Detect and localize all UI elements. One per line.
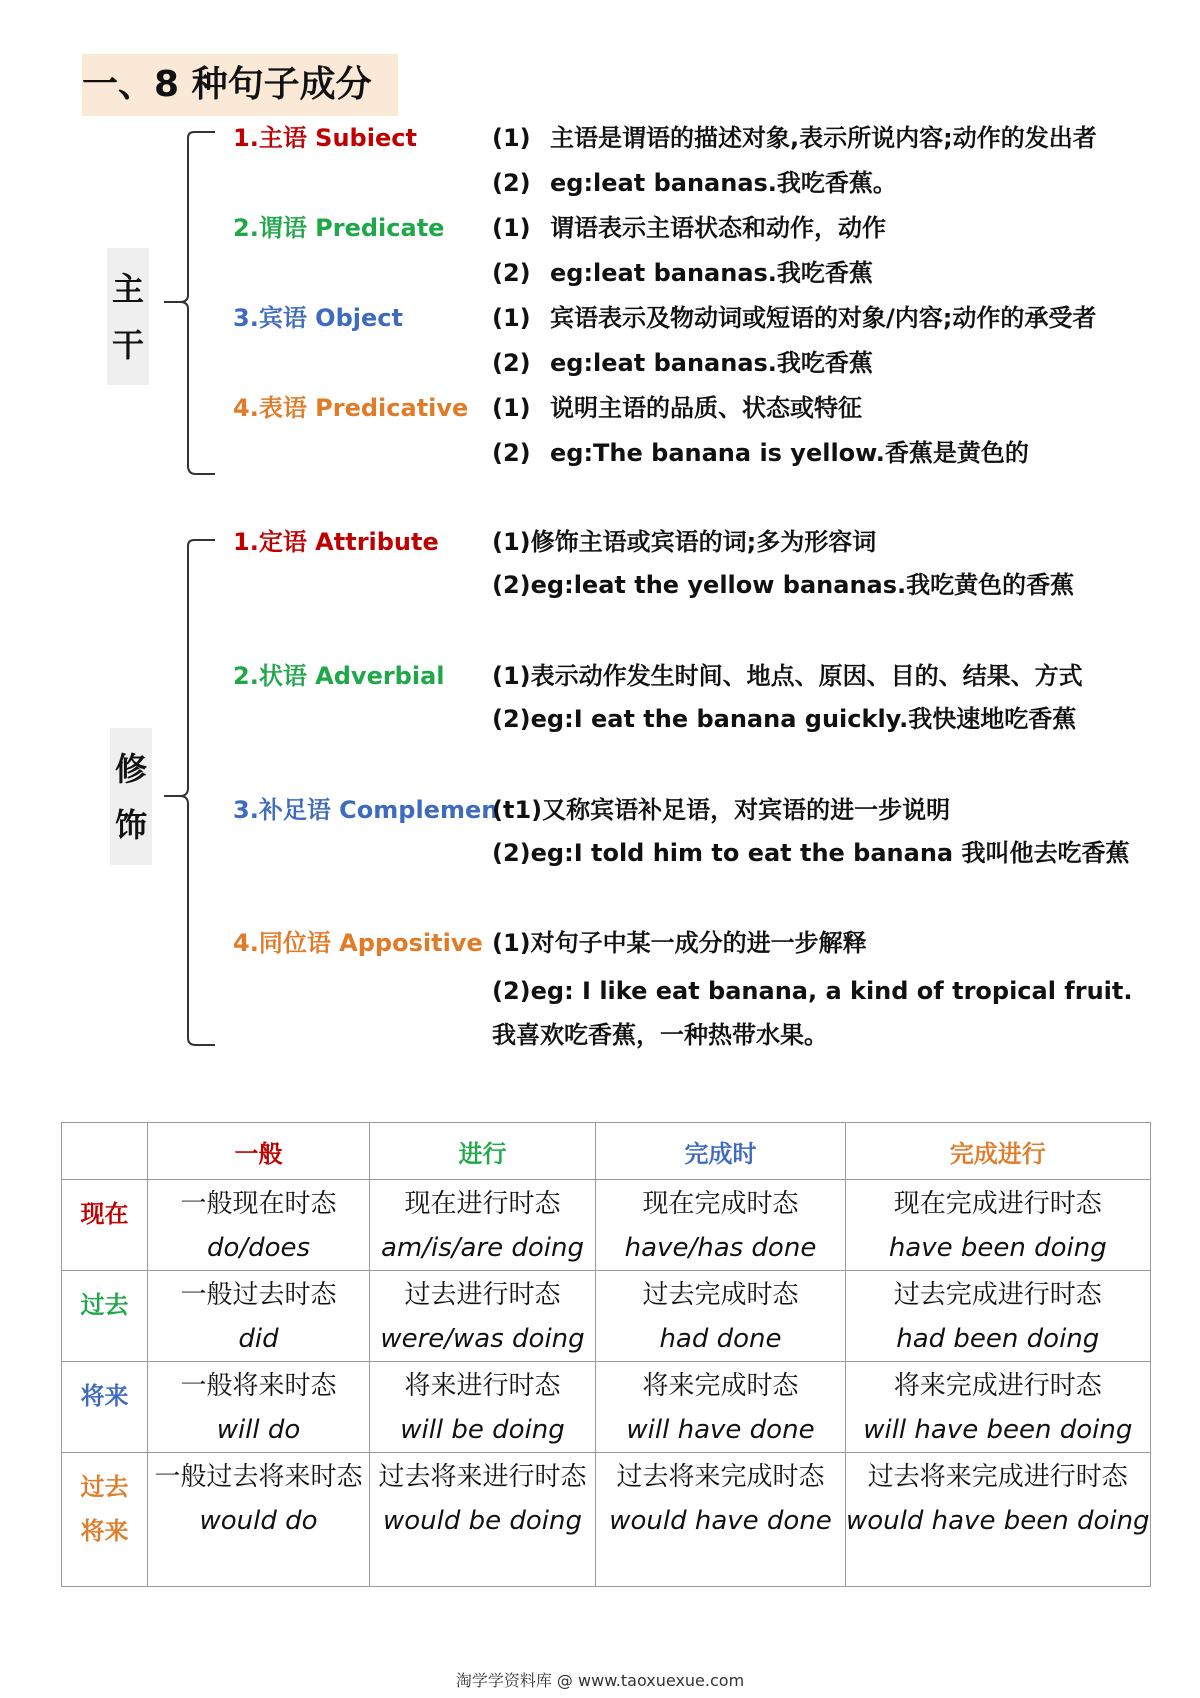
adverbial-desc-2: (2)eg:I eat the banana guickly.我快速地吃香蕉 [492, 705, 1077, 733]
object-desc-2: (2) eg:leat bananas.我吃香蕉 [492, 349, 873, 377]
subject-desc-1: (1) 主语是谓语的描述对象,表示所说内容;动作的发出者 [492, 124, 1097, 152]
component-object: 3.宾语 Object [233, 304, 403, 332]
component-complement: 3.补足语 Complemen [233, 796, 499, 824]
tense-table [61, 1122, 1151, 1587]
table-cell: 过去完成时态 had done [596, 1271, 846, 1362]
table-cell: 过去完成进行时态 had been doing [846, 1271, 1151, 1362]
component-appositive: 4.同位语 Appositive [233, 929, 483, 957]
table-cell: 过去进行时态 were/was doing [370, 1271, 596, 1362]
predicate-desc-1: (1) 谓语表示主语状态和动作，动作 [492, 214, 886, 242]
group-label-char: 干 [111, 325, 144, 364]
component-subject: 1.主语 Subiect [233, 124, 417, 152]
column-header: 进行 [370, 1123, 596, 1180]
component-attribute: 1.定语 Attribute [233, 528, 439, 556]
complement-desc-2: (2)eg:I told him to eat the banana 我叫他去吃香蕉 [492, 839, 1130, 867]
component-predicative: 4.表语 Predicative [233, 394, 469, 422]
table-cell: 现在进行时态 am/is/are doing [370, 1180, 596, 1271]
group-label-modifier [110, 728, 152, 865]
column-header: 完成进行 [846, 1123, 1151, 1180]
predicative-desc-1: (1) 说明主语的品质、状态或特征 [492, 394, 862, 422]
attribute-desc-1: (1)修饰主语或宾语的词;多为形容词 [492, 528, 877, 556]
table-corner [62, 1123, 148, 1180]
column-header: 一般 [148, 1123, 370, 1180]
group-label-main [107, 248, 149, 385]
group-label-char: 主 [111, 269, 144, 308]
table-cell: 一般过去时态 did [148, 1271, 370, 1362]
bracket-main [160, 130, 220, 480]
row-header: 现在 [62, 1180, 148, 1271]
table-cell: 过去将来进行时态 would be doing [370, 1453, 596, 1587]
table-cell: 现在完成时态 have/has done [596, 1180, 846, 1271]
table-row [62, 1453, 1151, 1587]
table-row [62, 1362, 1151, 1453]
table-cell: 过去将来完成进行时态 would have been doing [846, 1453, 1151, 1587]
table-cell: 将来完成时态 will have done [596, 1362, 846, 1453]
row-header: 过去 [62, 1271, 148, 1362]
complement-desc-1: (t1)又称宾语补足语，对宾语的进一步说明 [492, 796, 951, 824]
row-header: 过去 将来 [62, 1453, 148, 1587]
row-header: 将来 [62, 1362, 148, 1453]
component-predicate: 2.谓语 Predicate [233, 214, 445, 242]
table-cell: 现在完成进行时态 have been doing [846, 1180, 1151, 1271]
object-desc-1: (1) 宾语表示及物动词或短语的对象/内容;动作的承受者 [492, 304, 1097, 332]
predicative-desc-2: (2) eg:The banana is yellow.香蕉是黄色的 [492, 439, 1029, 467]
table-row [62, 1180, 1151, 1271]
table-cell: 过去将来完成时态 would have done [596, 1453, 846, 1587]
group-label-char: 修 [114, 749, 147, 788]
group-label-char: 饰 [114, 805, 147, 844]
appositive-desc-1: (1)对句子中某一成分的进一步解释 [492, 929, 867, 957]
table-cell: 将来完成进行时态 will have been doing [846, 1362, 1151, 1453]
adverbial-desc-1: (1)表示动作发生时间、地点、原因、目的、结果、方式 [492, 662, 1083, 690]
subject-desc-2: (2) eg:leat bananas.我吃香蕉。 [492, 169, 897, 197]
appositive-desc-3: 我喜欢吃香蕉，一种热带水果。 [492, 1021, 828, 1049]
footer-watermark: 淘学学资料库 @ www.taoxuexue.com [455, 1671, 745, 1690]
table-cell: 一般过去将来时态 would do [148, 1453, 370, 1587]
predicate-desc-2: (2) eg:leat bananas.我吃香蕉 [492, 259, 873, 287]
table-header-row [62, 1123, 1151, 1180]
attribute-desc-2: (2)eg:leat the yellow bananas.我吃黄色的香蕉 [492, 571, 1075, 599]
page-title: 一、8 种句子成分 [82, 64, 372, 105]
table-cell: 一般现在时态 do/does [148, 1180, 370, 1271]
column-header: 完成时 [596, 1123, 846, 1180]
table-cell: 一般将来时态 will do [148, 1362, 370, 1453]
appositive-desc-2: (2)eg: I like eat banana, a kind of tropical fruit. [492, 977, 1133, 1005]
table-row [62, 1271, 1151, 1362]
bracket-modifier [160, 538, 220, 1048]
component-adverbial: 2.状语 Adverbial [233, 662, 445, 690]
table-cell: 将来进行时态 will be doing [370, 1362, 596, 1453]
